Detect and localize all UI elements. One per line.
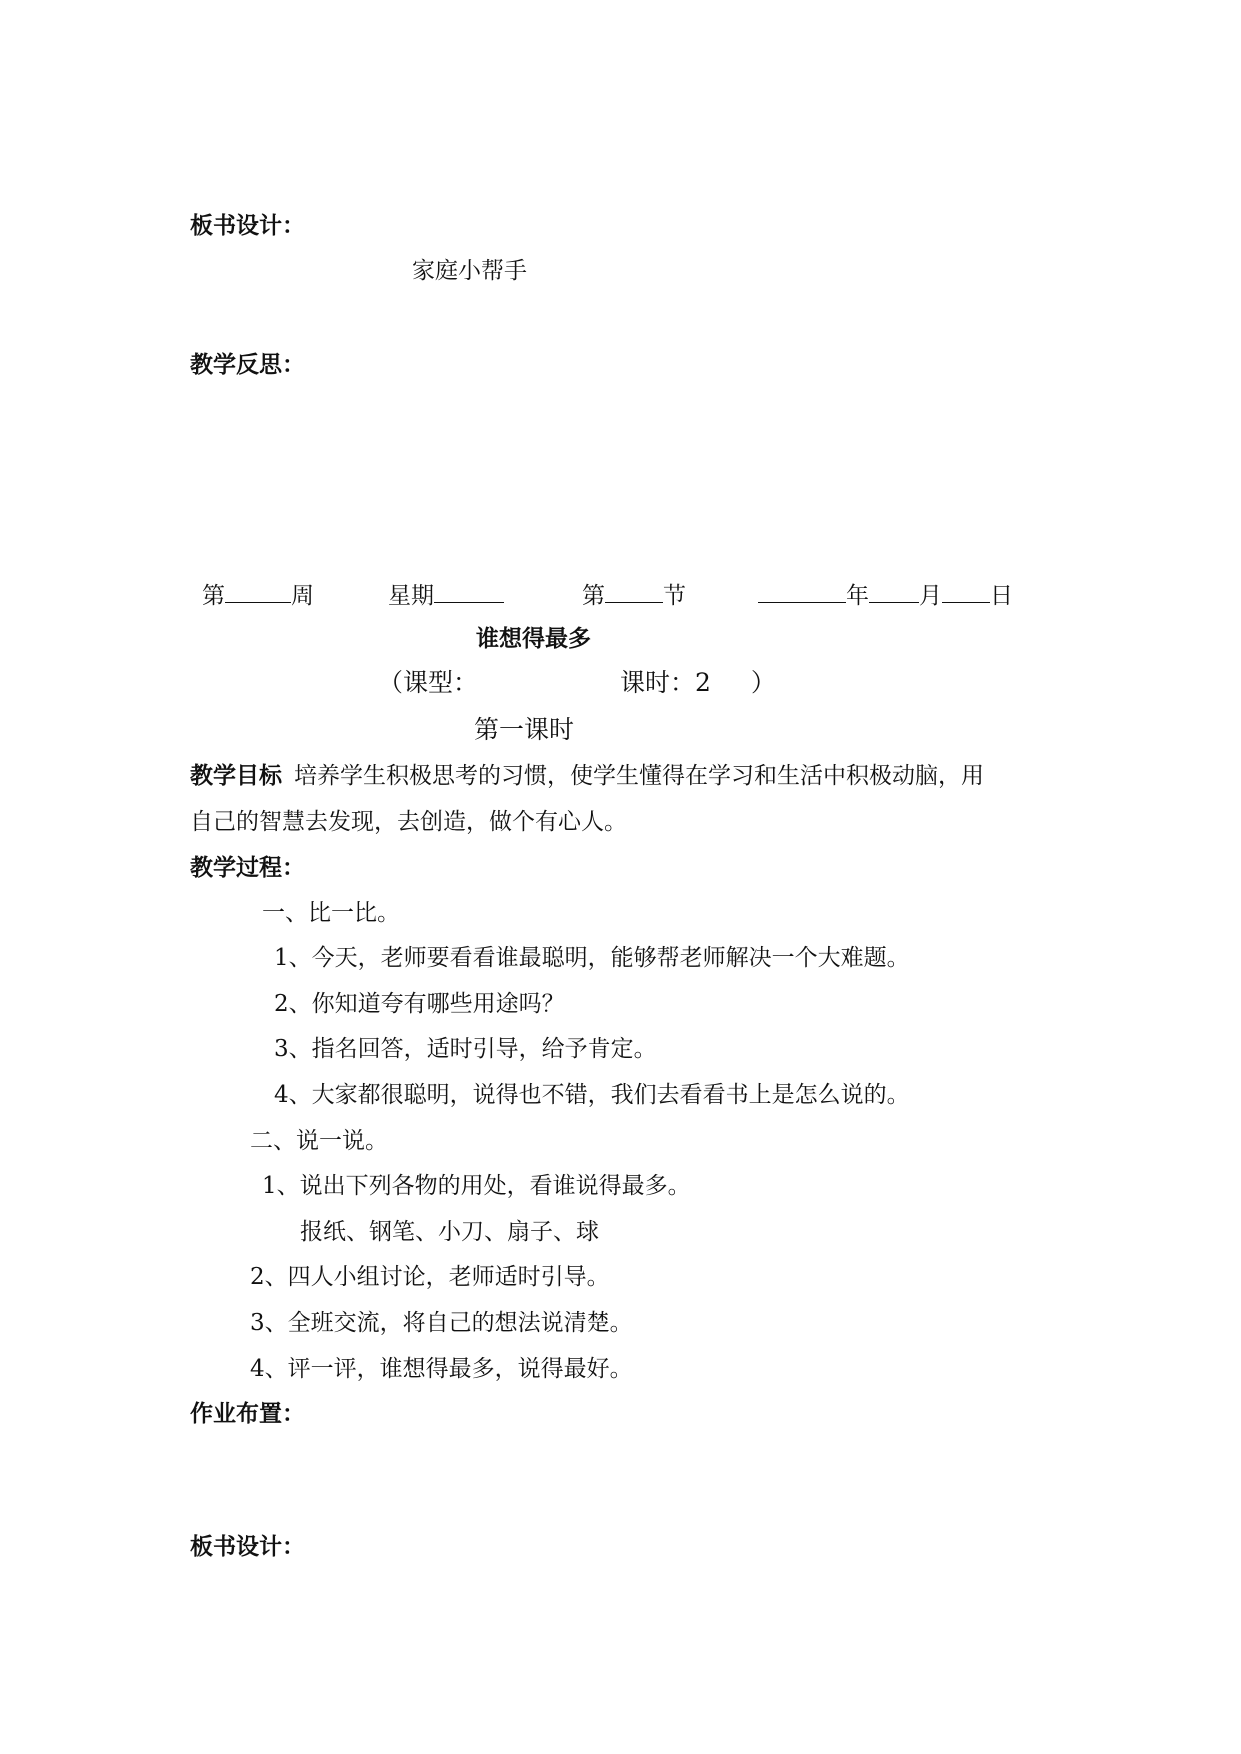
class-hours-label: 课时：2 <box>620 668 711 697</box>
year-blank <box>758 580 846 603</box>
teaching-reflection-heading: 教学反思： <box>190 352 305 378</box>
process-item: 报纸、钢笔、小刀、扇子、球 <box>300 1219 599 1245</box>
close-paren: ） <box>750 668 776 697</box>
objectives-label: 教学目标 <box>190 763 282 789</box>
week-blank <box>225 580 291 603</box>
objectives-line-2: 自己的智慧去发现，去创造，做个有心人。 <box>190 809 627 835</box>
process-item: 3、全班交流，将自己的想法说清楚。 <box>250 1310 633 1336</box>
process-item: 2、你知道夸有哪些用途吗？ <box>274 991 565 1017</box>
course-type-line <box>378 669 776 697</box>
year-label: 年 <box>846 583 869 609</box>
objectives-text-1: 培养学生积极思考的习惯，使学生懂得在学习和生活中积极动脑，用 <box>294 763 984 789</box>
process-item: 4、评一评，谁想得最多，说得最好。 <box>250 1356 633 1382</box>
section-suffix: 节 <box>663 583 686 609</box>
homework-heading: 作业布置： <box>190 1401 305 1427</box>
process-item: 1、说出下列各物的用处，看谁说得最多。 <box>262 1173 691 1199</box>
weekday-blank <box>434 580 504 603</box>
board-content: 家庭小帮手 <box>412 258 527 284</box>
period-label: 第一课时 <box>474 715 575 744</box>
teaching-process-heading: 教学过程： <box>190 855 305 881</box>
process-item: 2、四人小组讨论，老师适时引导。 <box>250 1264 610 1290</box>
process-item: 一、比一比。 <box>262 900 400 926</box>
objectives-line-1 <box>190 762 984 790</box>
week-suffix: 周 <box>291 583 314 609</box>
board-design-heading-2: 板书设计： <box>190 1534 305 1560</box>
section-prefix: 第 <box>582 583 605 609</box>
schedule-line <box>202 580 1013 610</box>
section-blank <box>605 580 663 603</box>
process-item: 1、今天，老师要看看谁最聪明，能够帮老师解决一个大难题。 <box>274 945 910 971</box>
month-blank <box>869 580 919 603</box>
board-design-heading: 板书设计： <box>190 213 305 239</box>
day-blank <box>942 580 990 603</box>
course-type-label: （课型： <box>378 668 479 697</box>
day-label: 日 <box>990 583 1013 609</box>
month-label: 月 <box>919 583 942 609</box>
process-item: 3、指名回答，适时引导，给予肯定。 <box>274 1036 657 1062</box>
week-prefix: 第 <box>202 583 225 609</box>
weekday-label: 星期 <box>388 583 434 609</box>
process-item: 二、说一说。 <box>250 1128 388 1154</box>
process-item: 4、大家都很聪明，说得也不错，我们去看看书上是怎么说的。 <box>274 1082 910 1108</box>
lesson-title: 谁想得最多 <box>476 626 591 652</box>
